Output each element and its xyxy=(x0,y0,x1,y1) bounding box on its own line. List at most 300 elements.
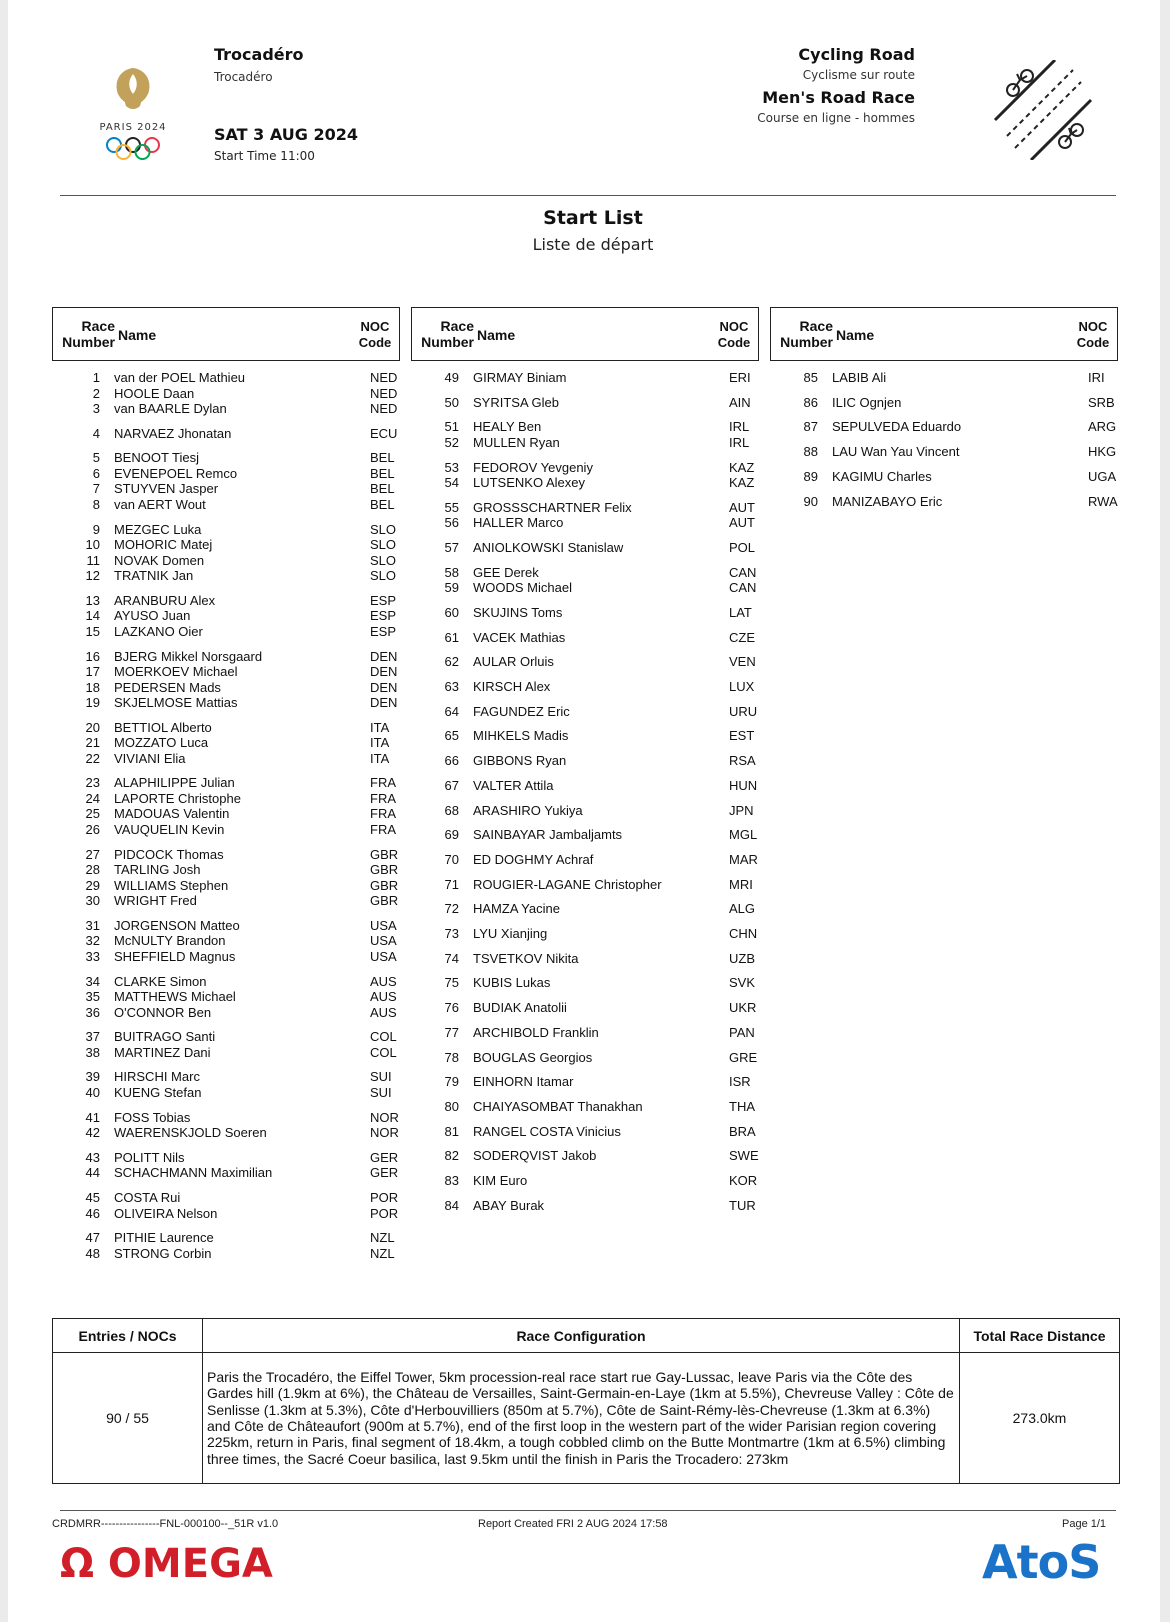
rider-name: BOUGLAS Georgios xyxy=(473,1049,593,1065)
noc-code: KAZ xyxy=(729,459,755,475)
race-number: 8 xyxy=(92,496,100,512)
event-date: SAT 3 AUG 2024 xyxy=(214,125,358,144)
race-number: 18 xyxy=(85,679,100,695)
race-number: 46 xyxy=(85,1205,100,1221)
noc-code: JPN xyxy=(729,802,754,818)
rider-name: PITHIE Laurence xyxy=(114,1230,214,1246)
rider-name: FOSS Tobias xyxy=(114,1109,191,1125)
noc-code: SLO xyxy=(370,521,397,537)
noc-code: DEN xyxy=(370,695,398,710)
column-header-3 xyxy=(770,307,1118,361)
race-number: 90 xyxy=(803,493,818,509)
noc-code: FRA xyxy=(370,790,396,806)
noc-code: NED xyxy=(370,401,398,416)
race-number: 72 xyxy=(444,901,459,917)
noc-code: SLO xyxy=(370,568,397,584)
race-number: 42 xyxy=(85,1125,100,1141)
rider-name: POLITT Nils xyxy=(114,1149,185,1165)
noc-code: CAN xyxy=(729,580,757,596)
rider-name: SAINBAYAR Jambaljamts xyxy=(473,827,623,843)
noc-code: NOR xyxy=(370,1125,399,1141)
race-number: 4 xyxy=(92,425,100,441)
race-number: 63 xyxy=(444,679,459,694)
rider-name: CLARKE Simon xyxy=(114,973,207,989)
race-number: 33 xyxy=(85,948,100,964)
noc-code: IRL xyxy=(729,419,750,435)
rider-name: GIBBONS Ryan xyxy=(473,753,567,769)
venue-block xyxy=(214,45,358,163)
document-page xyxy=(8,0,1160,1622)
page-number: Page 1/1 xyxy=(1062,1518,1107,1530)
noc-code: POR xyxy=(370,1205,399,1221)
race-number: 25 xyxy=(85,806,100,822)
rider-name: HIRSCHI Marc xyxy=(114,1069,200,1085)
race-number: 66 xyxy=(444,753,459,769)
race-number: 28 xyxy=(85,862,100,878)
noc-code: COL xyxy=(370,1029,397,1045)
rider-name: ILIC Ognjen xyxy=(832,394,902,410)
noc-code: SUI xyxy=(370,1084,392,1100)
rider-name: GEE Derek xyxy=(473,564,539,580)
race-number: 62 xyxy=(444,654,459,670)
noc-code: TUR xyxy=(729,1197,756,1213)
rider-name: COSTA Rui xyxy=(114,1190,181,1205)
rider-name: STUYVEN Jasper xyxy=(114,481,219,497)
rider-name: MOERKOEV Michael xyxy=(114,664,238,679)
race-number: 43 xyxy=(85,1149,100,1165)
rider-name: TRATNIK Jan xyxy=(114,568,194,584)
noc-code: DEN xyxy=(370,679,398,695)
header-divider xyxy=(60,195,1116,196)
rider-name: MULLEN Ryan xyxy=(473,434,560,450)
race-number: 20 xyxy=(85,719,100,735)
noc-code: ERI xyxy=(729,370,751,385)
noc-code: FRA xyxy=(370,775,396,791)
noc-code: URU xyxy=(729,703,758,719)
race-number: 88 xyxy=(803,444,818,460)
rider-name: MATTHEWS Michael xyxy=(114,989,236,1004)
report-created: Report Created FRI 2 AUG 2024 17:58 xyxy=(478,1518,668,1530)
rider-name: ABAY Burak xyxy=(473,1197,545,1213)
rider-name: WRIGHT Fred xyxy=(114,893,197,909)
rider-name: KUENG Stefan xyxy=(114,1084,202,1100)
noc-code: MAR xyxy=(729,851,758,867)
rider-name: SCHACHMANN Maximilian xyxy=(114,1165,273,1181)
race-number-header: Race Number xyxy=(421,318,474,350)
noc-code: HKG xyxy=(1088,444,1117,460)
race-number: 85 xyxy=(803,370,818,385)
rider-name: LAPORTE Christophe xyxy=(114,790,241,806)
race-number: 84 xyxy=(444,1197,459,1213)
rider-name: FEDOROV Yevgeniy xyxy=(473,459,593,475)
race-number: 19 xyxy=(85,695,100,710)
race-number: 26 xyxy=(85,821,100,837)
noc-code: FRA xyxy=(370,806,396,822)
race-number: 71 xyxy=(444,876,459,892)
noc-code: NED xyxy=(370,370,398,385)
race-number: 49 xyxy=(444,370,459,385)
rider-name: TARLING Josh xyxy=(114,862,201,878)
rider-name: ARANBURU Alex xyxy=(114,592,216,608)
rider-name: SKJELMOSE Mattias xyxy=(114,695,238,710)
race-number: 7 xyxy=(92,481,100,497)
race-number: 48 xyxy=(85,1245,100,1261)
race-number: 80 xyxy=(444,1098,459,1114)
noc-code: LAT xyxy=(729,604,752,620)
noc-code: NOR xyxy=(370,1109,399,1125)
venue-name-fr: Trocadéro xyxy=(214,70,273,84)
noc-code: LUX xyxy=(729,679,755,694)
noc-code-header: NOC Code xyxy=(717,319,751,350)
race-number: 86 xyxy=(803,394,818,410)
race-number: 78 xyxy=(444,1049,459,1065)
rider-name: BUDIAK Anatolii xyxy=(473,1000,567,1016)
rider-name: KUBIS Lukas xyxy=(473,975,551,991)
rider-name: SKUJINS Toms xyxy=(473,604,563,620)
race-number: 45 xyxy=(85,1190,100,1205)
race-number: 50 xyxy=(444,394,459,410)
noc-code: ISR xyxy=(729,1074,751,1090)
noc-code: BEL xyxy=(370,450,395,466)
race-number: 69 xyxy=(444,827,459,843)
rider-name: ARASHIRO Yukiya xyxy=(473,802,583,818)
race-number: 3 xyxy=(92,401,100,416)
race-number: 79 xyxy=(444,1074,459,1090)
rider-name: EVENEPOEL Remco xyxy=(114,465,238,481)
event-name: Men's Road Race xyxy=(762,88,915,107)
distance-value: 273.0km xyxy=(960,1353,1120,1484)
race-number: 51 xyxy=(444,419,459,435)
race-number: 29 xyxy=(85,877,100,893)
rider-name: AULAR Orluis xyxy=(473,654,554,670)
rider-name: SHEFFIELD Magnus xyxy=(114,948,236,964)
noc-code: IRL xyxy=(729,434,750,450)
noc-code: ITA xyxy=(370,719,390,735)
race-number: 52 xyxy=(444,434,459,450)
rider-name: MANIZABAYO Eric xyxy=(832,493,943,509)
race-number: 37 xyxy=(85,1029,100,1045)
noc-code: COL xyxy=(370,1044,397,1060)
noc-code: NED xyxy=(370,385,398,401)
race-number: 12 xyxy=(85,568,100,584)
rider-name: SYRITSA Gleb xyxy=(473,394,559,410)
race-number: 65 xyxy=(444,728,459,744)
rider-name: JORGENSON Matteo xyxy=(114,917,240,933)
noc-code: GER xyxy=(370,1149,399,1165)
race-number: 10 xyxy=(85,537,100,553)
race-number: 24 xyxy=(85,790,100,806)
rider-name: LAU Wan Yau Vincent xyxy=(832,444,960,460)
rider-name: LABIB Ali xyxy=(832,370,887,385)
rider-name: ROUGIER-LAGANE Christopher xyxy=(473,876,662,892)
rider-name: LAZKANO Oier xyxy=(114,623,203,639)
rider-name: BENOOT Tiesj xyxy=(114,450,200,466)
race-number: 59 xyxy=(444,580,459,596)
race-number: 9 xyxy=(92,521,100,537)
name-header: Name xyxy=(118,327,157,343)
race-number: 35 xyxy=(85,989,100,1004)
noc-code: GBR xyxy=(370,877,399,893)
noc-code: SVK xyxy=(729,975,756,991)
rider-name: MIHKELS Madis xyxy=(473,728,569,744)
rider-name: AYUSO Juan xyxy=(114,608,191,624)
noc-code: POL xyxy=(729,540,756,555)
race-number: 81 xyxy=(444,1123,459,1139)
rider-name: PEDERSEN Mads xyxy=(114,679,221,695)
distance-header: Total Race Distance xyxy=(960,1319,1120,1353)
race-number: 76 xyxy=(444,1000,459,1016)
summary-body-row xyxy=(53,1353,1120,1484)
race-number: 57 xyxy=(444,540,459,555)
sport-name: Cycling Road xyxy=(798,45,915,64)
noc-code: POR xyxy=(370,1190,399,1205)
race-number: 77 xyxy=(444,1024,459,1040)
race-number: 27 xyxy=(85,846,100,862)
rider-name: RANGEL COSTA Vinicius xyxy=(473,1123,621,1139)
rider-name: MOZZATO Luca xyxy=(114,735,209,751)
noc-code: BRA xyxy=(729,1123,756,1139)
noc-code: NZL xyxy=(370,1230,395,1246)
rider-name: VAUQUELIN Kevin xyxy=(114,821,225,837)
noc-code: RSA xyxy=(729,753,756,769)
rider-name: BETTIOL Alberto xyxy=(114,719,212,735)
race-number: 1 xyxy=(92,370,100,385)
race-number: 89 xyxy=(803,468,818,484)
race-number: 22 xyxy=(85,750,100,766)
noc-code: AUS xyxy=(370,973,397,989)
noc-code: GBR xyxy=(370,846,399,862)
race-number: 15 xyxy=(85,623,100,639)
race-number: 70 xyxy=(444,851,459,867)
noc-code: BEL xyxy=(370,465,395,481)
rider-name: VALTER Attila xyxy=(473,777,554,793)
configuration-header: Race Configuration xyxy=(203,1319,960,1353)
noc-code-header: NOC Code xyxy=(358,319,392,350)
rider-name: CHAIYASOMBAT Thanakhan xyxy=(473,1098,643,1114)
sport-name-fr: Cyclisme sur route xyxy=(802,68,915,82)
omega-logo: Ω OMEGA xyxy=(60,1541,273,1587)
rider-name: NARVAEZ Jhonatan xyxy=(114,425,232,441)
race-number: 83 xyxy=(444,1173,459,1188)
race-number: 23 xyxy=(85,775,100,791)
race-number: 13 xyxy=(85,592,100,608)
race-number: 68 xyxy=(444,802,459,818)
page-title: Start List xyxy=(543,207,643,229)
noc-code: AUT xyxy=(729,515,755,531)
column-header-1 xyxy=(52,307,400,361)
start-time: Start Time 11:00 xyxy=(214,149,315,163)
rider-name: LYU Xianjing xyxy=(473,926,548,941)
title-block xyxy=(8,207,1170,254)
rider-name: ED DOGHMY Achraf xyxy=(473,851,594,867)
rider-name: BJERG Mikkel Norsgaard xyxy=(114,648,263,664)
noc-code: ECU xyxy=(370,425,398,441)
rider-name: McNULTY Brandon xyxy=(114,933,226,949)
column-header-2 xyxy=(411,307,759,361)
noc-code: THA xyxy=(729,1098,755,1114)
noc-code: DEN xyxy=(370,664,398,679)
noc-code: ESP xyxy=(370,608,397,624)
rider-name: MARTINEZ Dani xyxy=(114,1044,211,1060)
race-number: 87 xyxy=(803,419,818,435)
race-number: 38 xyxy=(85,1044,100,1060)
rider-name: O'CONNOR Ben xyxy=(114,1004,212,1020)
race-number: 61 xyxy=(444,629,459,645)
race-number: 21 xyxy=(85,735,100,751)
venue-name: Trocadéro xyxy=(214,45,304,64)
race-number: 32 xyxy=(85,933,100,949)
rider-name: van AERT Wout xyxy=(114,496,206,512)
noc-code: AUS xyxy=(370,1004,397,1020)
noc-code: IRI xyxy=(1088,370,1105,385)
noc-code: GBR xyxy=(370,893,399,909)
rider-name: STRONG Corbin xyxy=(114,1245,212,1261)
race-number: 39 xyxy=(85,1069,100,1085)
rider-name: HALLER Marco xyxy=(473,515,564,531)
race-number: 5 xyxy=(92,450,100,466)
noc-code: UGA xyxy=(1088,468,1117,484)
race-number: 16 xyxy=(85,648,100,664)
svg-text:PARIS 2024: PARIS 2024 xyxy=(99,122,167,133)
rider-name: NOVAK Domen xyxy=(114,552,205,568)
noc-code: GER xyxy=(370,1165,399,1181)
race-number-header: Race Number xyxy=(62,318,115,350)
race-number: 64 xyxy=(444,703,459,719)
noc-code: UZB xyxy=(729,950,755,966)
noc-code: USA xyxy=(370,933,397,949)
noc-code: ESP xyxy=(370,592,397,608)
noc-code: SRB xyxy=(1088,394,1115,410)
race-number: 17 xyxy=(85,664,100,679)
noc-code: UKR xyxy=(729,1000,757,1016)
noc-code: RWA xyxy=(1088,493,1118,509)
race-number: 58 xyxy=(444,564,459,580)
rider-name: KIRSCH Alex xyxy=(473,679,551,694)
rider-name: FAGUNDEZ Eric xyxy=(473,703,570,719)
race-number: 73 xyxy=(444,926,459,941)
noc-code: SLO xyxy=(370,537,397,553)
noc-code: ITA xyxy=(370,750,390,766)
name-header: Name xyxy=(477,327,516,343)
atos-logo: AtoS xyxy=(982,1535,1101,1589)
document-code: CRDMRR----------------FNL-000100--_51R v1.0 xyxy=(52,1518,279,1530)
page-title-fr: Liste de départ xyxy=(532,235,654,254)
race-number: 82 xyxy=(444,1148,459,1164)
rider-name: EINHORN Itamar xyxy=(473,1074,574,1090)
noc-code: ALG xyxy=(729,901,756,917)
rider-name: ANIOLKOWSKI Stanislaw xyxy=(473,540,624,555)
rider-name: VACEK Mathias xyxy=(473,629,566,645)
race-number: 54 xyxy=(444,475,459,491)
entries-header: Entries / NOCs xyxy=(53,1319,203,1353)
rider-name: MEZGEC Luka xyxy=(114,521,202,537)
summary-header-row xyxy=(53,1319,1120,1353)
race-number: 56 xyxy=(444,515,459,531)
rider-name: WAERENSKJOLD Soeren xyxy=(114,1125,267,1141)
noc-code-header: NOC Code xyxy=(1076,319,1110,350)
noc-code: VEN xyxy=(729,654,756,670)
race-number: 60 xyxy=(444,604,459,620)
cycling-road-pictogram-icon xyxy=(993,60,1093,160)
noc-code: BEL xyxy=(370,496,395,512)
noc-code: HUN xyxy=(729,777,758,793)
race-number: 6 xyxy=(92,465,100,481)
noc-code: DEN xyxy=(370,648,398,664)
race-number: 2 xyxy=(92,385,100,401)
race-number: 31 xyxy=(85,917,100,933)
rider-name: GIRMAY Biniam xyxy=(473,370,567,385)
noc-code: AUS xyxy=(370,989,397,1004)
race-number: 55 xyxy=(444,499,459,515)
noc-code: SUI xyxy=(370,1069,392,1085)
entries-value: 90 / 55 xyxy=(53,1353,203,1484)
noc-code: ARG xyxy=(1088,419,1117,435)
noc-code: USA xyxy=(370,917,397,933)
rider-name: WILLIAMS Stephen xyxy=(114,877,229,893)
rider-name: LUTSENKO Alexey xyxy=(473,475,585,491)
race-number: 41 xyxy=(85,1109,100,1125)
rider-name: WOODS Michael xyxy=(473,580,572,596)
race-number: 75 xyxy=(444,975,459,991)
race-number: 44 xyxy=(85,1165,100,1181)
noc-code: CZE xyxy=(729,629,755,645)
noc-code: FRA xyxy=(370,821,396,837)
event-block xyxy=(615,45,915,125)
rider-name: HEALY Ben xyxy=(473,419,542,435)
race-number: 53 xyxy=(444,459,459,475)
noc-code: PAN xyxy=(729,1024,755,1040)
event-name-fr: Course en ligne - hommes xyxy=(757,111,915,125)
race-number: 74 xyxy=(444,950,459,966)
rider-name: van BAARLE Dylan xyxy=(114,401,227,416)
noc-code: KAZ xyxy=(729,475,755,491)
race-number: 67 xyxy=(444,777,459,793)
race-number: 14 xyxy=(85,608,100,624)
rider-name: SODERQVIST Jakob xyxy=(473,1148,597,1164)
rider-name: SEPULVEDA Eduardo xyxy=(832,419,962,435)
noc-code: KOR xyxy=(729,1173,758,1188)
race-number: 11 xyxy=(86,552,100,568)
noc-code: GRE xyxy=(729,1049,758,1065)
paris-2024-logo xyxy=(78,60,188,165)
noc-code: EST xyxy=(729,728,755,744)
noc-code: AUT xyxy=(729,499,755,515)
noc-code: MRI xyxy=(729,876,753,892)
rider-name: TSVETKOV Nikita xyxy=(473,950,579,966)
noc-code: SLO xyxy=(370,552,397,568)
noc-code: CAN xyxy=(729,564,757,580)
noc-code: GBR xyxy=(370,862,399,878)
rider-name: GROSSSCHARTNER Felix xyxy=(473,499,632,515)
noc-code: SWE xyxy=(729,1148,759,1164)
rider-name: PIDCOCK Thomas xyxy=(114,846,224,862)
rider-name: MOHORIC Matej xyxy=(114,537,213,553)
rider-name: ARCHIBOLD Franklin xyxy=(473,1024,599,1040)
race-number-header: Race Number xyxy=(780,318,833,350)
noc-code: BEL xyxy=(370,481,395,497)
race-number: 40 xyxy=(85,1084,100,1100)
rider-name: HOOLE Daan xyxy=(114,385,195,401)
noc-code: MGL xyxy=(729,827,758,843)
noc-code: CHN xyxy=(729,926,758,941)
rider-name: ALAPHILIPPE Julian xyxy=(114,775,235,791)
rider-name: van der POEL Mathieu xyxy=(114,370,246,385)
noc-code: AIN xyxy=(729,394,751,410)
name-header: Name xyxy=(836,327,875,343)
race-number: 30 xyxy=(85,893,100,909)
race-summary-table xyxy=(52,1318,1120,1484)
rider-name: VIVIANI Elia xyxy=(114,750,186,766)
